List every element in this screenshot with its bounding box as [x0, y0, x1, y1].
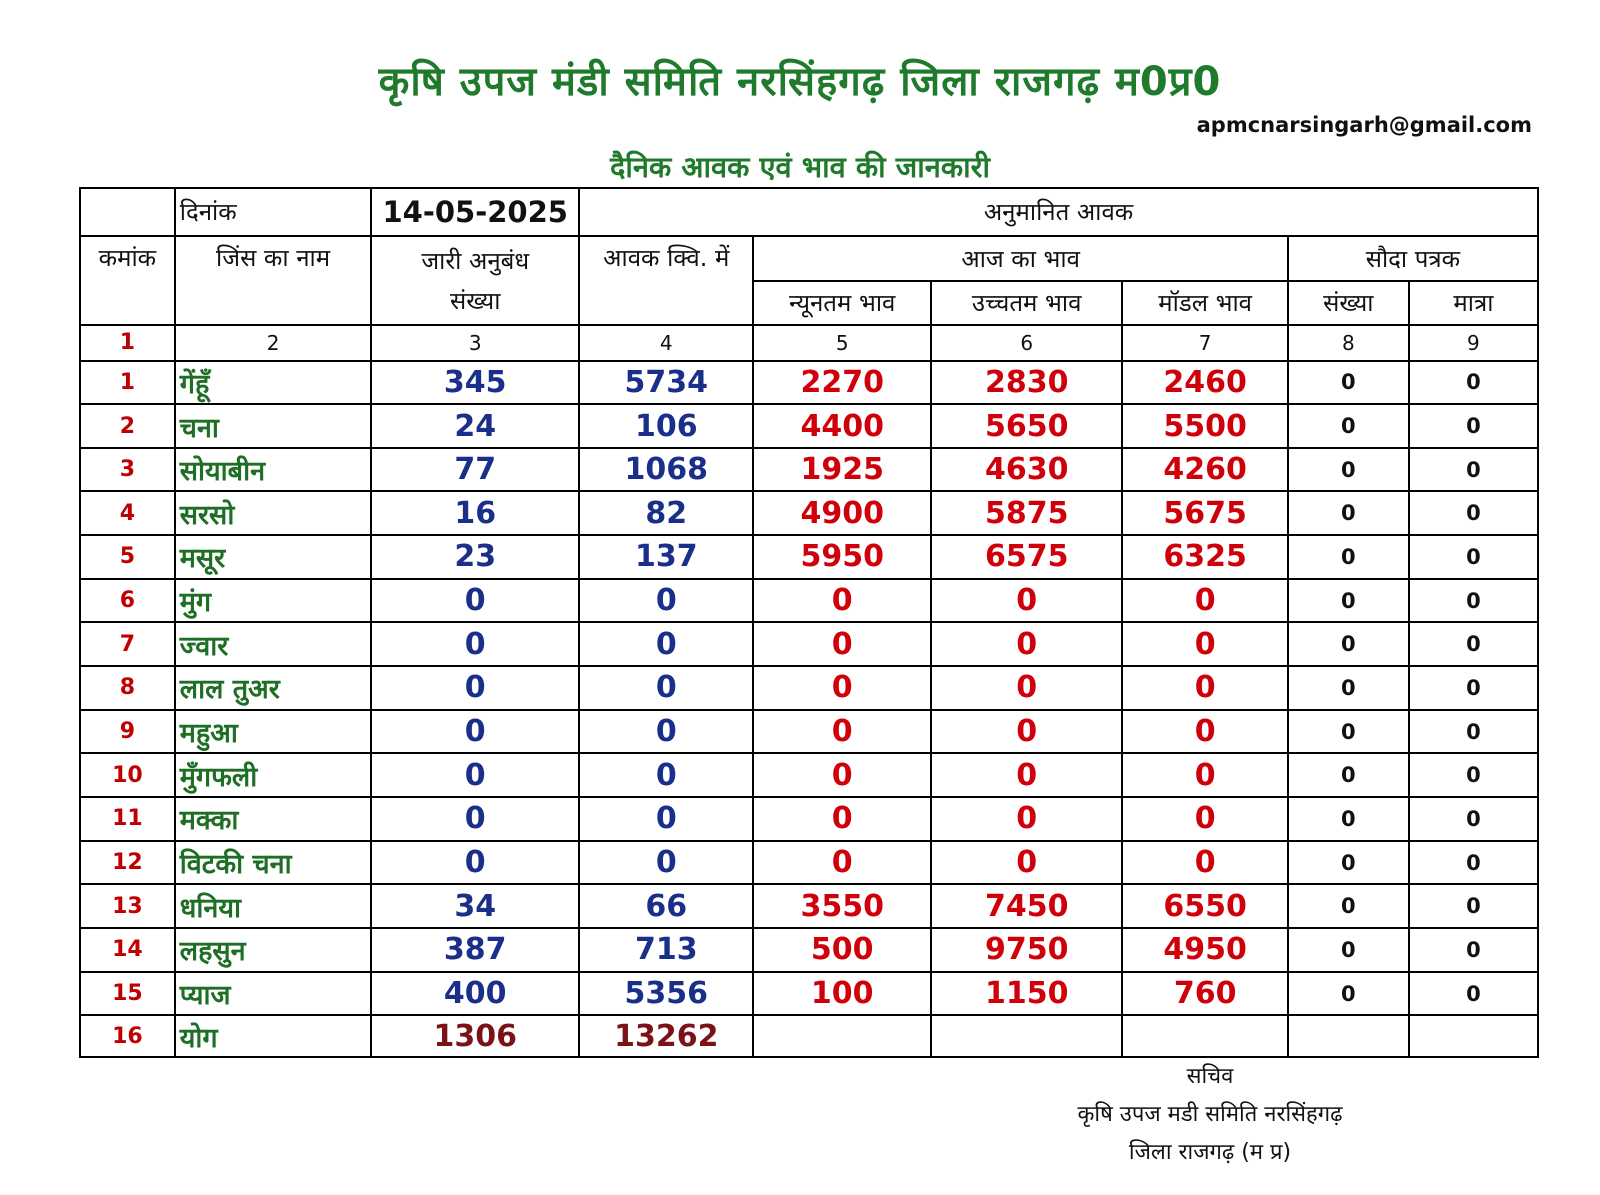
max-price: 0	[931, 841, 1123, 885]
deal-count: 0	[1288, 448, 1409, 492]
table-row	[80, 928, 1538, 972]
total-arrival-quantity: 13262	[579, 1015, 753, 1057]
arrival-quantity: 0	[579, 841, 753, 885]
commodity-name: ज्वार	[175, 622, 372, 666]
price-table	[79, 187, 1539, 1058]
date-label: दिनांक	[175, 188, 372, 236]
deal-quantity: 0	[1409, 579, 1538, 623]
min-price: 5950	[753, 535, 930, 579]
contract-count: 0	[371, 753, 579, 797]
table-row	[80, 710, 1538, 754]
modal-price: 0	[1122, 710, 1287, 754]
empty-cell	[931, 1015, 1123, 1057]
total-row	[80, 1015, 1538, 1057]
deal-count: 0	[1288, 884, 1409, 928]
deal-quantity: 0	[1409, 884, 1538, 928]
column-number: 9	[1409, 325, 1538, 360]
contract-count: 0	[371, 841, 579, 885]
commodity-name: गेंहूँ	[175, 361, 372, 405]
serial-number: 2	[80, 404, 175, 448]
max-price: 4630	[931, 448, 1123, 492]
signatory-title: सचिव	[1186, 1064, 1234, 1089]
max-price: 0	[931, 797, 1123, 841]
column-number: 7	[1122, 325, 1287, 360]
min-price: 2270	[753, 361, 930, 405]
contract-count: 23	[371, 535, 579, 579]
min-price: 500	[753, 928, 930, 972]
column-number: 4	[579, 325, 753, 360]
arrival-quantity: 82	[579, 491, 753, 535]
min-price: 0	[753, 797, 930, 841]
signatory-org: कृषि उपज मडी समिति नरसिंहगढ़	[1077, 1102, 1343, 1127]
serial-number: 16	[80, 1015, 175, 1057]
column-number: 2	[175, 325, 372, 360]
deal-qty-header: मात्रा	[1409, 281, 1538, 326]
deal-quantity: 0	[1409, 404, 1538, 448]
arrival-quantity: 1068	[579, 448, 753, 492]
modal-price: 2460	[1122, 361, 1287, 405]
contract-count: 0	[371, 710, 579, 754]
serial-number: 5	[80, 535, 175, 579]
contract-count: 0	[371, 579, 579, 623]
arrival-quantity: 137	[579, 535, 753, 579]
commodity-name: महुआ	[175, 710, 372, 754]
column-number: 6	[931, 325, 1123, 360]
max-price: 0	[931, 710, 1123, 754]
deal-count: 0	[1288, 535, 1409, 579]
max-price: 0	[931, 753, 1123, 797]
empty-cell	[1288, 1015, 1409, 1057]
max-price: 5875	[931, 491, 1123, 535]
estimated-arrival-header: अनुमानित आवक	[579, 188, 1538, 236]
modal-price: 0	[1122, 666, 1287, 710]
modal-price: 6325	[1122, 535, 1287, 579]
deal-count: 0	[1288, 622, 1409, 666]
empty-cell	[1409, 1015, 1538, 1057]
deal-count: 0	[1288, 797, 1409, 841]
total-label: योग	[175, 1015, 372, 1057]
blank-cell	[80, 188, 175, 236]
commodity-name: विटकी चना	[175, 841, 372, 885]
deal-paper-header: सौदा पत्रक	[1288, 236, 1538, 281]
arrival-quantity: 106	[579, 404, 753, 448]
table-row	[80, 884, 1538, 928]
deal-quantity: 0	[1409, 753, 1538, 797]
modal-price-header: मॉडल भाव	[1122, 281, 1287, 326]
table-row	[80, 666, 1538, 710]
min-price: 4400	[753, 404, 930, 448]
modal-price: 6550	[1122, 884, 1287, 928]
max-price: 5650	[931, 404, 1123, 448]
table-row	[80, 404, 1538, 448]
commodity-name: मुँगफली	[175, 753, 372, 797]
max-price: 0	[931, 622, 1123, 666]
arrival-quantity: 0	[579, 579, 753, 623]
deal-quantity: 0	[1409, 928, 1538, 972]
deal-count: 0	[1288, 491, 1409, 535]
table-row	[80, 579, 1538, 623]
table-row	[80, 361, 1538, 405]
serial-number: 3	[80, 448, 175, 492]
deal-quantity: 0	[1409, 491, 1538, 535]
contract-count-header: जारी अनुबंध संख्या	[371, 236, 579, 325]
commodity-name: मक्का	[175, 797, 372, 841]
deal-quantity: 0	[1409, 972, 1538, 1016]
max-price: 1150	[931, 972, 1123, 1016]
deal-count: 0	[1288, 579, 1409, 623]
deal-count: 0	[1288, 710, 1409, 754]
contract-count: 0	[371, 622, 579, 666]
max-price: 0	[931, 666, 1123, 710]
serial-number: 11	[80, 797, 175, 841]
commodity-name: धनिया	[175, 884, 372, 928]
serial-no-header: कमांक	[80, 236, 175, 325]
serial-number: 8	[80, 666, 175, 710]
contract-count: 16	[371, 491, 579, 535]
deal-count: 0	[1288, 753, 1409, 797]
min-price: 0	[753, 622, 930, 666]
commodity-name: लाल तुअर	[175, 666, 372, 710]
modal-price: 0	[1122, 841, 1287, 885]
serial-number: 14	[80, 928, 175, 972]
total-contract-count: 1306	[371, 1015, 579, 1057]
contract-count: 400	[371, 972, 579, 1016]
contract-count: 0	[371, 666, 579, 710]
serial-number: 13	[80, 884, 175, 928]
table-row	[80, 841, 1538, 885]
table-row	[80, 535, 1538, 579]
table-row	[80, 491, 1538, 535]
empty-cell	[753, 1015, 930, 1057]
column-number: 1	[80, 325, 175, 360]
email-address: apmcnarsingarh@gmail.com	[1196, 113, 1532, 137]
modal-price: 0	[1122, 622, 1287, 666]
commodity-name: चना	[175, 404, 372, 448]
contract-count: 34	[371, 884, 579, 928]
date-value: 14-05-2025	[371, 188, 579, 236]
column-number-row	[80, 325, 1538, 360]
min-price: 0	[753, 753, 930, 797]
table-row	[80, 972, 1538, 1016]
max-price: 2830	[931, 361, 1123, 405]
contract-count: 387	[371, 928, 579, 972]
arrival-quantity: 0	[579, 622, 753, 666]
deal-quantity: 0	[1409, 535, 1538, 579]
deal-quantity: 0	[1409, 841, 1538, 885]
deal-quantity: 0	[1409, 710, 1538, 754]
deal-quantity: 0	[1409, 622, 1538, 666]
arrival-qty-header: आवक क्वि. में	[579, 236, 753, 325]
deal-count: 0	[1288, 361, 1409, 405]
max-price: 6575	[931, 535, 1123, 579]
arrival-quantity: 0	[579, 666, 753, 710]
table-row	[80, 622, 1538, 666]
modal-price: 4260	[1122, 448, 1287, 492]
modal-price: 5675	[1122, 491, 1287, 535]
header-row-1	[80, 188, 1538, 236]
commodity-name: सोयाबीन	[175, 448, 372, 492]
page-title: कृषि उपज मंडी समिति नरसिंहगढ़ जिला राजगढ़ म0प्र0	[378, 59, 1222, 105]
deal-count-header: संख्या	[1288, 281, 1409, 326]
arrival-quantity: 5356	[579, 972, 753, 1016]
min-price: 100	[753, 972, 930, 1016]
deal-count: 0	[1288, 666, 1409, 710]
contract-count: 24	[371, 404, 579, 448]
serial-number: 4	[80, 491, 175, 535]
min-price: 1925	[753, 448, 930, 492]
table-row	[80, 753, 1538, 797]
deal-quantity: 0	[1409, 666, 1538, 710]
serial-number: 1	[80, 361, 175, 405]
serial-number: 15	[80, 972, 175, 1016]
todays-price-header: आज का भाव	[753, 236, 1287, 281]
table-row	[80, 448, 1538, 492]
contract-count: 345	[371, 361, 579, 405]
arrival-quantity: 0	[579, 797, 753, 841]
header-row-2	[80, 236, 1538, 281]
commodity-name: सरसो	[175, 491, 372, 535]
serial-number: 10	[80, 753, 175, 797]
serial-number: 9	[80, 710, 175, 754]
deal-quantity: 0	[1409, 797, 1538, 841]
modal-price: 5500	[1122, 404, 1287, 448]
signatory-district: जिला राजगढ़ (म प्र)	[1128, 1140, 1292, 1165]
modal-price: 760	[1122, 972, 1287, 1016]
table-row	[80, 797, 1538, 841]
modal-price: 0	[1122, 753, 1287, 797]
max-price: 0	[931, 579, 1123, 623]
min-price: 0	[753, 579, 930, 623]
modal-price: 4950	[1122, 928, 1287, 972]
column-number: 5	[753, 325, 930, 360]
commodity-name: लहसुन	[175, 928, 372, 972]
modal-price: 0	[1122, 797, 1287, 841]
deal-quantity: 0	[1409, 448, 1538, 492]
min-price: 0	[753, 666, 930, 710]
deal-count: 0	[1288, 972, 1409, 1016]
commodity-name: प्याज	[175, 972, 372, 1016]
commodity-name: मुंग	[175, 579, 372, 623]
contract-count: 0	[371, 797, 579, 841]
max-price: 7450	[931, 884, 1123, 928]
commodity-name-header: जिंस का नाम	[175, 236, 372, 325]
min-price: 4900	[753, 491, 930, 535]
min-price-header: न्यूनतम भाव	[753, 281, 930, 326]
serial-number: 6	[80, 579, 175, 623]
deal-count: 0	[1288, 841, 1409, 885]
arrival-quantity: 5734	[579, 361, 753, 405]
serial-number: 12	[80, 841, 175, 885]
column-number: 8	[1288, 325, 1409, 360]
contract-count: 77	[371, 448, 579, 492]
modal-price: 0	[1122, 579, 1287, 623]
arrival-quantity: 0	[579, 710, 753, 754]
min-price: 3550	[753, 884, 930, 928]
arrival-quantity: 713	[579, 928, 753, 972]
page-subtitle: दैनिक आवक एवं भाव की जानकारी	[609, 150, 991, 184]
max-price-header: उच्चतम भाव	[931, 281, 1123, 326]
empty-cell	[1122, 1015, 1287, 1057]
arrival-quantity: 66	[579, 884, 753, 928]
deal-count: 0	[1288, 404, 1409, 448]
deal-count: 0	[1288, 928, 1409, 972]
commodity-name: मसूर	[175, 535, 372, 579]
serial-number: 7	[80, 622, 175, 666]
min-price: 0	[753, 710, 930, 754]
arrival-quantity: 0	[579, 753, 753, 797]
column-number: 3	[371, 325, 579, 360]
deal-quantity: 0	[1409, 361, 1538, 405]
max-price: 9750	[931, 928, 1123, 972]
min-price: 0	[753, 841, 930, 885]
